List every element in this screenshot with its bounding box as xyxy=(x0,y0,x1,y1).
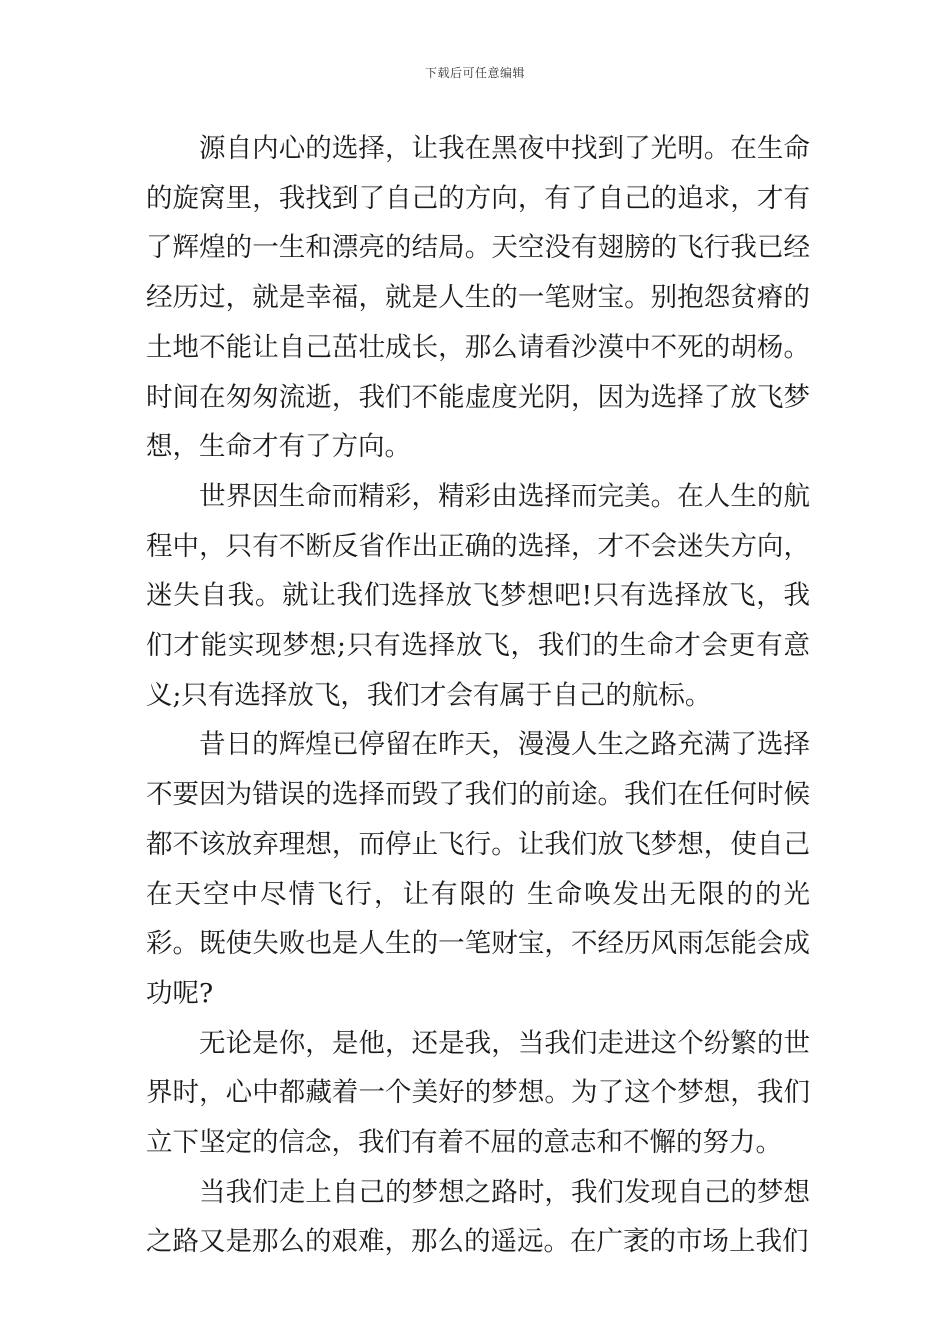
paragraph-4: 无论是你，是他，还是我，当我们走进这个纷繁的世界时，心中都藏着一个美好的梦想。为了这个梦想，我们立下坚定的信念，我们有着不屈的意志和不懈的努力。 xyxy=(146,1027,810,1159)
paragraph-1: 源自内心的选择，让我在黑夜中找到了光明。在生命的旋窝里，我找到了自己的方向，有了自己的追求，才有了辉煌的一生和漂亮的结局。天空没有翅膀的飞行我已经经历过，就是幸福，就是人生的一笔财宝。别抱怨贫瘠的土地不能让自己茁壮成长，那么请看沙漠中不死的胡杨。时间在匆匆流逝，我们不能虚度光阴，因为选择了放飞梦想，生命才有了方向。 xyxy=(146,133,810,463)
document-body xyxy=(146,124,810,1267)
paragraph-2: 世界因生命而精彩，精彩由选择而完美。在人生的航程中，只有不断反省作出正确的选择，才不会迷失方向，迷失自我。就让我们选择放飞梦想吧!只有选择放飞，我们才能实现梦想;只有选择放飞，我们的生命才会更有意义;只有选择放飞，我们才会有属于自己的航标。 xyxy=(146,480,810,711)
paragraph-5: 当我们走上自己的梦想之路时，我们发现自己的梦想之路又是那么的艰难，那么的遥远。在广袤的市场上我们 xyxy=(146,1176,810,1258)
paragraph-3: 昔日的辉煌已停留在昨天，漫漫人生之路充满了选择不要因为错误的选择而毁了我们的前途。我们在任何时候都不该放弃理想，而停止飞行。让我们放飞梦想，使自己在天空中尽情飞行，让有限的 生命唤发出无限的的光彩。既使失败也是人生的一笔财宝，不经历风雨怎能会成功呢? xyxy=(146,729,810,1009)
page-header-note: 下载后可任意编辑 xyxy=(424,66,525,80)
